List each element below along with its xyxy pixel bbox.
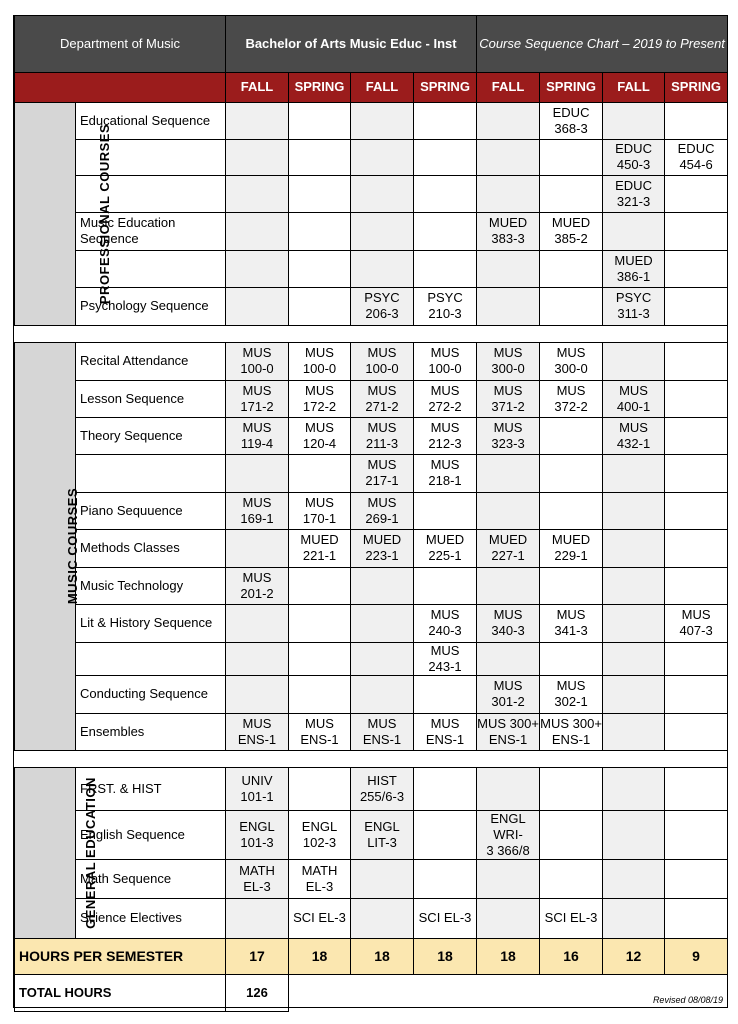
course-cell: MUS 407-3: [665, 604, 728, 642]
course-cell: MUED 229-1: [540, 529, 603, 567]
course-cell: ENGL LIT-3: [351, 810, 414, 859]
course-cell: [540, 175, 603, 212]
course-cell: MUS 300+ ENS-1: [477, 713, 540, 750]
term-header: SPRING: [414, 72, 477, 102]
course-row: [15, 567, 728, 604]
course-row: [15, 859, 728, 898]
course-cell: [665, 250, 728, 287]
course-cell: [665, 898, 728, 938]
course-cell: MUED 225-1: [414, 529, 477, 567]
course-cell: MUED 221-1: [289, 529, 351, 567]
hours-value: 18: [414, 938, 477, 974]
course-cell: MUS 341-3: [540, 604, 603, 642]
row-label: Science Electives: [76, 898, 226, 938]
course-cell: MUS 371-2: [477, 380, 540, 417]
course-cell: [540, 139, 603, 175]
course-cell: [665, 642, 728, 675]
course-cell: [665, 380, 728, 417]
course-cell: MUS 172-2: [289, 380, 351, 417]
course-cell: [603, 767, 665, 810]
course-cell: [477, 250, 540, 287]
course-cell: [414, 567, 477, 604]
course-cell: [665, 454, 728, 492]
course-cell: MATH EL-3: [289, 859, 351, 898]
course-cell: [665, 102, 728, 139]
course-cell: [665, 675, 728, 713]
row-label: [76, 642, 226, 675]
course-cell: MUS 240-3: [414, 604, 477, 642]
course-cell: HIST 255/6-3: [351, 767, 414, 810]
course-cell: [226, 642, 289, 675]
section-label-professional: [15, 102, 113, 325]
course-cell: MUS 243-1: [414, 642, 477, 675]
course-cell: [603, 492, 665, 529]
course-cell: [477, 102, 540, 139]
course-cell: [665, 567, 728, 604]
course-cell: [289, 675, 351, 713]
course-cell: [603, 342, 665, 380]
course-cell: [540, 250, 603, 287]
course-cell: [665, 287, 728, 325]
course-cell: MUS 100-0: [289, 342, 351, 380]
term-header: SPRING: [289, 72, 351, 102]
term-header-blank: [15, 72, 226, 102]
course-cell: [665, 212, 728, 250]
course-cell: MUED 385-2: [540, 212, 603, 250]
course-cell: [540, 567, 603, 604]
course-cell: [414, 250, 477, 287]
row-label: Piano Sequuence: [76, 492, 226, 529]
course-cell: [603, 675, 665, 713]
section-spacer: [15, 325, 728, 342]
section-label-text: MUSIC COURSES: [65, 487, 81, 605]
course-cell: MUED 223-1: [351, 529, 414, 567]
course-cell: [289, 767, 351, 810]
course-row: [15, 342, 728, 380]
course-cell: MUS 170-1: [289, 492, 351, 529]
course-row: [15, 529, 728, 567]
course-cell: EDUC 454-6: [665, 139, 728, 175]
course-cell: [603, 102, 665, 139]
course-cell: [226, 102, 289, 139]
course-cell: [665, 417, 728, 454]
course-cell: [603, 810, 665, 859]
course-cell: PSYC 311-3: [603, 287, 665, 325]
course-cell: [289, 642, 351, 675]
hours-label: HOURS PER SEMESTER: [15, 938, 226, 974]
spacer-cell: [15, 325, 728, 342]
total-blank: [289, 974, 728, 1011]
course-cell: SCI EL-3: [289, 898, 351, 938]
course-cell: [477, 767, 540, 810]
course-cell: MUS 323-3: [477, 417, 540, 454]
course-cell: [351, 175, 414, 212]
course-cell: [351, 642, 414, 675]
course-cell: [603, 713, 665, 750]
course-cell: MUS ENS-1: [289, 713, 351, 750]
course-cell: [226, 175, 289, 212]
course-cell: MUS 120-4: [289, 417, 351, 454]
course-cell: [665, 492, 728, 529]
row-label: [76, 454, 226, 492]
revised-date: Revised 08/08/19: [652, 995, 723, 1005]
course-cell: [477, 642, 540, 675]
course-row: [15, 713, 728, 750]
course-cell: MUS 169-1: [226, 492, 289, 529]
course-cell: [477, 859, 540, 898]
total-label: TOTAL HOURS: [15, 974, 226, 1011]
section-label-text: GENERAL EDUCATION: [82, 776, 98, 929]
course-cell: [540, 492, 603, 529]
course-row: [15, 139, 728, 175]
course-row: [15, 767, 728, 810]
row-label: English Sequence: [76, 810, 226, 859]
course-cell: EDUC 450-3: [603, 139, 665, 175]
course-cell: [226, 250, 289, 287]
row-label: Methods Classes: [76, 529, 226, 567]
course-cell: [603, 642, 665, 675]
course-cell: [540, 642, 603, 675]
term-header: FALL: [351, 72, 414, 102]
row-label: Lit & History Sequence: [76, 604, 226, 642]
course-cell: MUS 400-1: [603, 380, 665, 417]
course-cell: ENGL WRI- 3 366/8: [477, 810, 540, 859]
course-cell: [289, 139, 351, 175]
row-label: Ensembles: [76, 713, 226, 750]
course-cell: [351, 567, 414, 604]
course-cell: MUS 372-2: [540, 380, 603, 417]
term-header: FALL: [226, 72, 289, 102]
course-cell: MUS 269-1: [351, 492, 414, 529]
course-cell: [603, 859, 665, 898]
row-label: Theory Sequence: [76, 417, 226, 454]
course-cell: MUS 271-2: [351, 380, 414, 417]
course-cell: MUED 227-1: [477, 529, 540, 567]
course-cell: [226, 529, 289, 567]
course-cell: [289, 454, 351, 492]
course-cell: [665, 175, 728, 212]
course-cell: [540, 454, 603, 492]
course-cell: [289, 287, 351, 325]
course-row: [15, 604, 728, 642]
section-spacer: [15, 750, 728, 767]
course-cell: [351, 604, 414, 642]
course-cell: [414, 767, 477, 810]
course-cell: [603, 212, 665, 250]
course-row: [15, 250, 728, 287]
course-cell: [414, 212, 477, 250]
course-cell: MUS 100-0: [414, 342, 477, 380]
course-cell: [540, 287, 603, 325]
course-cell: [414, 492, 477, 529]
course-cell: MUS 300-0: [540, 342, 603, 380]
course-cell: [477, 567, 540, 604]
course-cell: [477, 287, 540, 325]
course-cell: [351, 675, 414, 713]
course-cell: MUS 301-2: [477, 675, 540, 713]
term-header: FALL: [477, 72, 540, 102]
course-cell: ENGL 102-3: [289, 810, 351, 859]
course-cell: MUS 171-2: [226, 380, 289, 417]
course-cell: [665, 342, 728, 380]
course-row: [15, 212, 728, 250]
course-row: [15, 898, 728, 938]
course-cell: [226, 898, 289, 938]
course-cell: [226, 604, 289, 642]
course-cell: [540, 859, 603, 898]
total-value: 126: [226, 974, 289, 1011]
row-label: Music Education Sequence: [76, 212, 226, 250]
course-cell: MUS 201-2: [226, 567, 289, 604]
section-label-text: PROFESSIONAL COURSES: [97, 123, 113, 304]
course-cell: [414, 102, 477, 139]
chart-title: Course Sequence Chart – 2019 to Present: [477, 16, 728, 72]
course-cell: [540, 417, 603, 454]
course-cell: [351, 250, 414, 287]
course-cell: [603, 529, 665, 567]
course-cell: SCI EL-3: [540, 898, 603, 938]
course-cell: MATH EL-3: [226, 859, 289, 898]
course-cell: [477, 454, 540, 492]
course-cell: [226, 454, 289, 492]
course-cell: MUED 383-3: [477, 212, 540, 250]
course-cell: [289, 102, 351, 139]
course-cell: [414, 675, 477, 713]
course-cell: [226, 287, 289, 325]
hours-value: 16: [540, 938, 603, 974]
course-cell: MUS ENS-1: [226, 713, 289, 750]
course-cell: [603, 604, 665, 642]
course-cell: [477, 139, 540, 175]
row-label: Music Technology: [76, 567, 226, 604]
course-cell: [665, 529, 728, 567]
course-cell: MUS 100-0: [226, 342, 289, 380]
term-header: SPRING: [665, 72, 728, 102]
course-cell: [603, 567, 665, 604]
hours-value: 18: [477, 938, 540, 974]
course-cell: PSYC 206-3: [351, 287, 414, 325]
course-cell: MUS 300+ ENS-1: [540, 713, 603, 750]
course-cell: [540, 767, 603, 810]
course-cell: [226, 139, 289, 175]
course-row: [15, 454, 728, 492]
row-label: Psychology Sequence: [76, 287, 226, 325]
course-cell: [665, 810, 728, 859]
course-cell: [289, 175, 351, 212]
course-sequence-chart: [13, 15, 728, 1008]
hours-value: 18: [289, 938, 351, 974]
course-cell: [289, 567, 351, 604]
course-row: [15, 417, 728, 454]
course-cell: MUS 218-1: [414, 454, 477, 492]
hours-value: 17: [226, 938, 289, 974]
course-cell: MUS ENS-1: [351, 713, 414, 750]
course-cell: MUS ENS-1: [414, 713, 477, 750]
course-cell: [226, 675, 289, 713]
course-cell: MUS 217-1: [351, 454, 414, 492]
course-row: [15, 675, 728, 713]
course-cell: [603, 898, 665, 938]
spacer-cell: [15, 750, 728, 767]
course-row: [15, 102, 728, 139]
hours-row: [15, 938, 728, 974]
title-row: [15, 16, 728, 72]
course-row: [15, 810, 728, 859]
course-row: [15, 642, 728, 675]
course-cell: [414, 859, 477, 898]
course-cell: MUED 386-1: [603, 250, 665, 287]
course-cell: [226, 212, 289, 250]
row-label: FRST. & HIST: [76, 767, 226, 810]
course-cell: [477, 492, 540, 529]
course-cell: UNIV 101-1: [226, 767, 289, 810]
course-cell: [665, 859, 728, 898]
course-cell: [477, 898, 540, 938]
course-cell: [351, 102, 414, 139]
course-cell: [351, 139, 414, 175]
hours-value: 18: [351, 938, 414, 974]
department-title: Department of Music: [15, 16, 226, 72]
term-header: FALL: [603, 72, 665, 102]
course-cell: ENGL 101-3: [226, 810, 289, 859]
section-label-general: [15, 767, 98, 938]
course-cell: EDUC 321-3: [603, 175, 665, 212]
course-cell: [289, 604, 351, 642]
row-label: Math Sequence: [76, 859, 226, 898]
course-cell: [665, 767, 728, 810]
course-cell: [540, 810, 603, 859]
course-cell: MUS 212-3: [414, 417, 477, 454]
total-row: [15, 974, 728, 1011]
course-cell: [351, 212, 414, 250]
term-header-row: [15, 72, 728, 102]
course-cell: [665, 713, 728, 750]
course-cell: MUS 302-1: [540, 675, 603, 713]
course-row: [15, 492, 728, 529]
course-cell: [351, 859, 414, 898]
sequence-table: [14, 16, 728, 1012]
course-cell: MUS 211-3: [351, 417, 414, 454]
course-cell: SCI EL-3: [414, 898, 477, 938]
course-row: [15, 175, 728, 212]
course-cell: [289, 250, 351, 287]
hours-value: 12: [603, 938, 665, 974]
course-cell: [351, 898, 414, 938]
course-cell: MUS 100-0: [351, 342, 414, 380]
section-label-music: [15, 342, 81, 750]
course-cell: [477, 175, 540, 212]
row-label: Recital Attendance: [76, 342, 226, 380]
course-cell: MUS 119-4: [226, 417, 289, 454]
course-cell: MUS 300-0: [477, 342, 540, 380]
course-cell: [289, 212, 351, 250]
course-cell: [414, 139, 477, 175]
row-label: Conducting Sequence: [76, 675, 226, 713]
course-cell: MUS 272-2: [414, 380, 477, 417]
hours-value: 9: [665, 938, 728, 974]
course-cell: [603, 454, 665, 492]
course-cell: MUS 340-3: [477, 604, 540, 642]
course-cell: PSYC 210-3: [414, 287, 477, 325]
course-row: [15, 380, 728, 417]
term-header: SPRING: [540, 72, 603, 102]
course-cell: MUS 432-1: [603, 417, 665, 454]
course-cell: [414, 810, 477, 859]
course-cell: [414, 175, 477, 212]
row-label: Lesson Sequence: [76, 380, 226, 417]
course-cell: EDUC 368-3: [540, 102, 603, 139]
program-title: Bachelor of Arts Music Educ - Inst: [226, 16, 477, 72]
row-label: Educational Sequence: [76, 102, 226, 139]
course-row: [15, 287, 728, 325]
